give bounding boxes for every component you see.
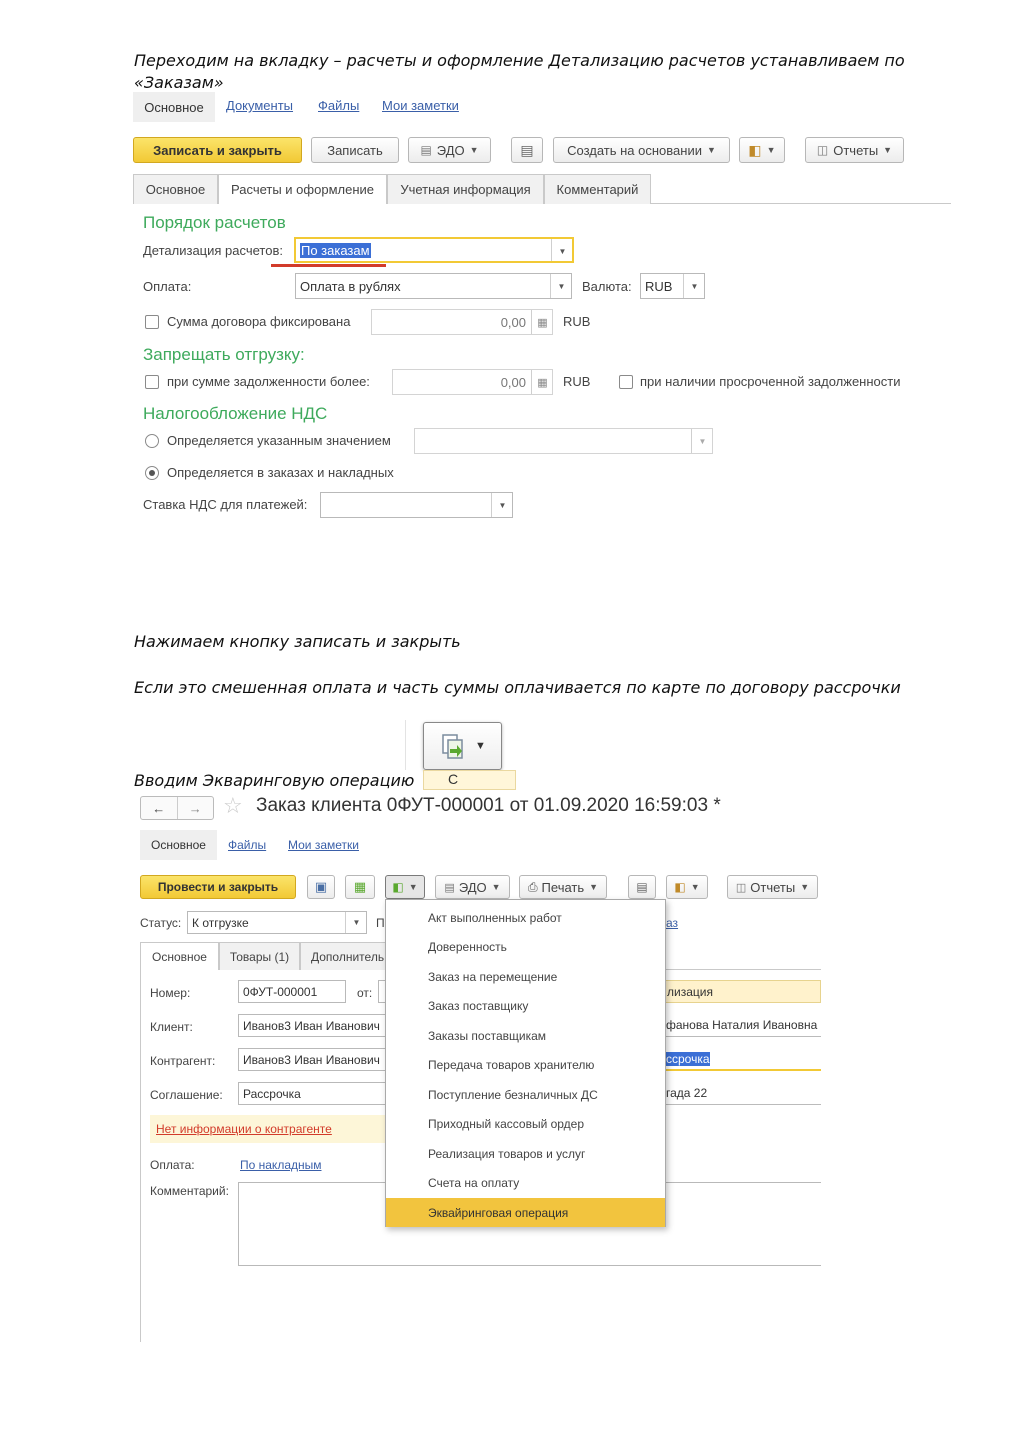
vat-rate-select[interactable] [320,492,513,518]
vat-option-2-label: Определяется в заказах и накладных [167,465,394,480]
nav-tab-main-label: Основное [151,838,206,852]
agreement-label: Соглашение: [150,1088,223,1102]
list-button[interactable] [511,137,543,163]
reports-label: Отчеты [750,879,796,895]
link-tail[interactable]: аз [666,916,679,930]
print-label: Печать [541,879,585,895]
snippet-menu-letter: С [448,771,459,787]
status-label: Статус: [140,916,182,930]
document-clock-icon: ◧ [674,880,686,894]
chevron-down-icon[interactable]: ▼ [550,273,572,299]
create-basis-icon-button-zoom[interactable] [423,722,502,770]
menu-item-label: Заказы поставщикам [428,1028,547,1043]
reports-icon: ◫ [735,881,747,894]
reports-icon: ◫ [816,143,829,157]
client-label: Клиент: [150,1020,193,1034]
nav-tab-main[interactable] [140,830,217,860]
operation-field[interactable] [665,980,821,1003]
tab-accounting[interactable] [387,174,544,204]
menu-item[interactable] [386,932,665,961]
document-clock-icon: ◧ [748,141,762,158]
save-icon: ▣ [314,879,328,894]
fixed-sum-value: 0,00 [500,314,526,330]
edo-label: ЭДО [436,142,465,158]
payment-value: Оплата в рублях [300,278,401,294]
tab-baseline [665,969,821,970]
status-select[interactable] [187,911,367,934]
number-value: 0ФУТ-000001 [243,984,318,999]
instruction-text-3: Если это смешенная оплата и часть суммы оплачивается по карте по договору рассрочки [134,678,901,697]
post-icon-button[interactable] [345,875,375,899]
debt-value: 0,00 [500,374,526,390]
nav-tab-files[interactable]: Файлы [318,98,360,113]
fixed-sum-checkbox[interactable] [145,315,159,329]
fixed-sum-label: Сумма договора фиксирована [167,314,351,329]
list-button[interactable] [628,875,656,899]
payment-link[interactable]: По накладным [240,1158,322,1172]
fixed-sum-currency: RUB [563,314,591,329]
warehouse-value: гада 22 [666,1086,708,1100]
create-basis-button[interactable]: Создать на основании ▼ [553,137,730,163]
menu-item-label: Акт выполненных работ [428,910,562,925]
calculator-icon[interactable]: ▦ [531,309,553,335]
menu-item[interactable] [386,991,665,1020]
menu-item[interactable] [386,1021,665,1050]
printer-icon: ⎙ [527,879,538,894]
red-underline [271,264,386,267]
menu-item-label: Заказ на перемещение [428,969,558,984]
menu-item[interactable] [386,1139,665,1168]
payment-label: Оплата: [143,279,192,294]
tab-comment-label: Комментарий [556,182,639,197]
star-icon[interactable]: ☆ [223,793,243,818]
reports-button[interactable]: ◫ Отчеты ▼ [727,875,818,899]
section-title-vat: Налогообложение НДС [143,404,328,423]
snippet-menu-fragment [423,770,516,790]
save-icon-button[interactable] [307,875,335,899]
tab-goods[interactable] [219,942,300,970]
edo-icon: ▤ [420,143,432,157]
manager-value: фанова Наталия Ивановна [666,1018,818,1032]
tab-accounting-label: Учетная информация [400,182,531,197]
client-value: Иванов3 Иван Иванович [243,1018,380,1033]
currency-label: Валюта: [582,279,632,294]
menu-item[interactable] [386,903,665,932]
warehouse-field[interactable] [665,1082,821,1105]
debt-currency: RUB [563,374,591,389]
contract-field[interactable] [665,1048,821,1071]
list-icon: ▤ [636,880,648,894]
edo-label: ЭДО [458,879,487,895]
vat-value-select[interactable] [414,428,713,454]
reports-label: Отчеты [833,142,879,158]
counterparty-label: Контрагент: [150,1054,216,1068]
post-and-close-label: Провести и закрыть [157,880,279,894]
menu-item-label: Приходный кассовый ордер [428,1116,585,1131]
instruction-text-1: Переходим на вкладку – расчеты и оформление Детализацию расчетов устанавливаем по [134,51,905,70]
create-basis-menu [385,899,666,1227]
forward-arrow-icon[interactable]: → [188,800,202,816]
back-arrow-icon[interactable]: ← [141,797,178,819]
tab-settlements[interactable] [218,174,387,204]
create-basis-label: Создать на основании [567,142,702,158]
number-input[interactable] [238,980,346,1003]
vat-option-1-label: Определяется указанным значением [167,433,391,448]
tab-settlements-label: Расчеты и оформление [231,182,374,197]
nav-arrows [140,796,214,820]
payment-label: Оплата: [150,1158,195,1172]
print-options-button[interactable]: ◧ ▼ [666,875,708,899]
debt-checkbox[interactable] [145,375,159,389]
menu-item-acquiring[interactable] [386,1198,665,1227]
currency-select[interactable] [640,273,705,299]
status-tail: П [376,916,385,930]
no-info-link[interactable]: Нет информации о контрагенте [156,1122,332,1136]
save-and-close-button[interactable] [133,137,302,163]
menu-item-label: Счета на оплату [428,1175,520,1190]
menu-item-label: Доверенность [428,939,507,954]
menu-item-label: Реализация товаров и услуг [428,1146,586,1161]
fixed-sum-input[interactable] [371,309,553,335]
debt-input[interactable] [392,369,553,395]
tab-additional-label: Дополнитель [311,949,385,964]
print-options-button[interactable]: ◧ ▼ [739,137,785,163]
nav-tab-notes[interactable]: Мои заметки [382,98,459,113]
nav-tab-main-label: Основное [144,99,204,115]
nav-tab-documents[interactable]: Документы [226,98,294,113]
tab-additional[interactable] [300,942,386,970]
document-arrow-icon: ◧ [392,880,404,894]
comment-label: Комментарий: [150,1184,229,1198]
agreement-value: Рассрочка [243,1086,301,1101]
contract-value: ссрочка [666,1052,710,1066]
tab-main-label: Основное [152,949,207,964]
tab-baseline [651,203,951,204]
vat-rate-label: Ставка НДС для платежей: [143,497,308,512]
calculator-icon[interactable]: ▦ [531,369,553,395]
chevron-down-icon[interactable]: ▼ [491,492,513,518]
form-left-border [140,970,141,1342]
menu-item[interactable] [386,1050,665,1079]
document-arrow-icon [439,732,467,760]
operation-value: лизация [667,985,713,999]
menu-item-label: Эквайринговая операция [428,1205,569,1220]
tab-main[interactable] [140,942,219,970]
counterparty-value: Иванов3 Иван Иванович [243,1052,380,1067]
currency-value: RUB [645,278,673,294]
overdue-checkbox[interactable] [619,375,633,389]
create-basis-button[interactable]: ◧ ▼ [385,875,425,899]
debt-label: при сумме задолженности более: [167,374,370,389]
chevron-down-icon: ▼ [475,740,486,752]
edo-button[interactable]: ▤ ЭДО ▼ [435,875,510,899]
tab-comment[interactable] [544,174,651,204]
nav-tab-main[interactable] [133,92,215,122]
edo-button[interactable]: ▤ ЭДО ▼ [408,137,491,163]
section-title-order: Порядок расчетов [143,213,286,232]
post-and-close-button[interactable] [140,875,296,899]
detail-label: Детализация расчетов: [143,243,283,258]
no-info-banner [150,1115,386,1143]
menu-item-label: Заказ поставщику [428,998,529,1013]
reports-button[interactable]: ◫ Отчеты ▼ [805,137,904,163]
menu-item-label: Поступление безналичных ДС [428,1087,598,1102]
save-label: Записать [327,142,383,158]
status-value: К отгрузке [192,915,249,930]
detail-value: По заказам [301,242,370,258]
list-icon: ▤ [520,141,534,158]
instruction-text-1-cont: «Заказам» [134,73,224,92]
chevron-down-icon[interactable]: ▼ [551,238,573,263]
payment-select[interactable] [295,273,572,299]
menu-item[interactable] [386,1080,665,1109]
nav-tab-files[interactable]: Файлы [228,838,267,852]
chevron-down-icon[interactable]: ▼ [691,428,713,454]
save-and-close-label: Записать и закрыть [153,142,282,158]
tab-main[interactable] [133,174,218,204]
overdue-label: при наличии просроченной задолженности [640,374,901,389]
save-button[interactable] [311,137,399,163]
number-label: Номер: [150,986,191,1000]
window-title: Заказ клиента 0ФУТ-000001 от 01.09.2020 16:59:03 * [256,795,721,816]
menu-item-label: Передача товаров хранителю [428,1057,595,1072]
client-input[interactable] [238,1014,388,1037]
manager-field[interactable] [665,1014,821,1037]
instruction-text-2: Нажимаем кнопку записать и закрыть [134,632,461,651]
vat-option-1-radio[interactable] [145,434,159,448]
post-document-icon: ▦ [353,879,367,894]
section-title-forbid: Запрещать отгрузку: [143,345,305,364]
instruction-text-4: Вводим Экваринговую операцию [134,771,415,790]
menu-item[interactable] [386,962,665,991]
detail-select[interactable] [294,237,574,263]
nav-tab-notes[interactable]: Мои заметки [288,838,359,852]
agreement-input[interactable] [238,1082,388,1105]
counterparty-input[interactable] [238,1048,388,1071]
tab-main-label: Основное [145,182,206,197]
edo-icon: ▤ [444,881,455,894]
vat-option-2-radio[interactable] [145,466,159,480]
tab-goods-label: Товары (1) [229,949,290,964]
print-button[interactable]: ⎙ Печать ▼ [519,875,607,899]
form1-screenshot [133,92,951,532]
form2-screenshot [140,794,823,1342]
snippet-divider [405,720,406,770]
menu-item[interactable] [386,1109,665,1138]
chevron-down-icon[interactable]: ▼ [683,273,705,299]
menu-item[interactable] [386,1168,665,1197]
chevron-down-icon[interactable]: ▼ [345,911,367,934]
date-label: от: [357,986,373,1000]
